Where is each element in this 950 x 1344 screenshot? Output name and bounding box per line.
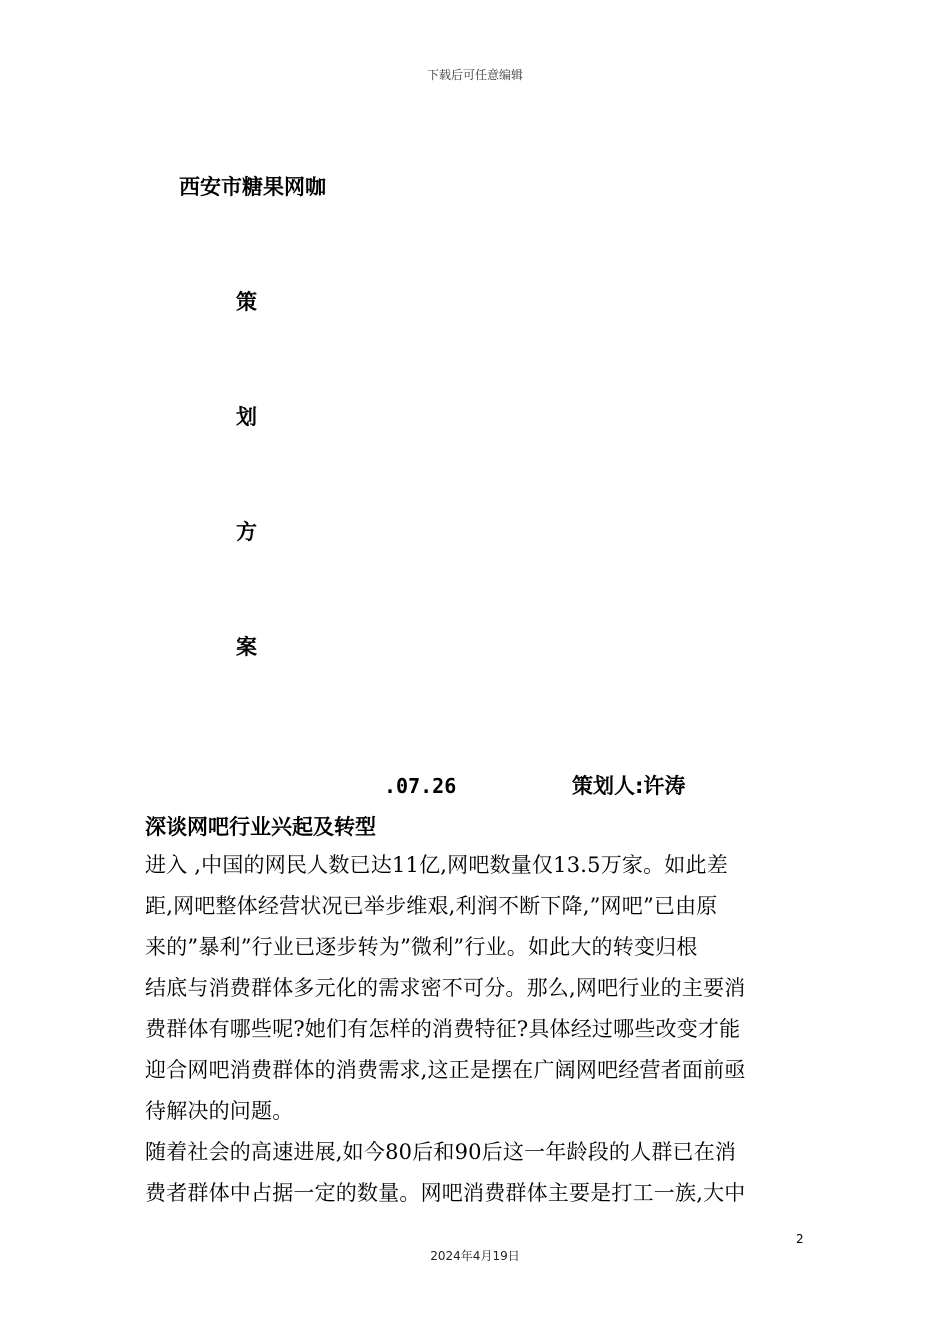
vertical-title-char: 划 [236, 405, 257, 429]
body-text-line: 费者群体中占据一定的数量。网吧消费群体主要是打工一族,大中 [145, 1181, 746, 1205]
body-text-line: 进入 ,中国的网民人数已达11亿,网吧数量仅13.5万家。如此差 [145, 853, 728, 877]
body-text-line: 待解决的问题。 [145, 1099, 294, 1123]
body-text-line: 来的”暴利”行业已逐步转为”微利”行业。如此大的转变归根 [145, 935, 698, 959]
body-text-line: 随着社会的高速进展,如今80后和90后这一年龄段的人群已在消 [145, 1140, 737, 1164]
page-header: 下载后可任意编辑 [426, 68, 523, 82]
cover-title: 西安市糖果网咖 [179, 175, 326, 199]
page-number: 2 [796, 1232, 804, 1246]
cover-date: .07.26 [384, 774, 457, 798]
vertical-title-char: 方 [236, 520, 257, 544]
body-text-line: 迎合网吧消费群体的消费需求,这正是摆在广阔网吧经营者面前亟 [145, 1058, 746, 1082]
cover-author: 策划人:许涛 [572, 774, 686, 798]
vertical-title-char: 案 [236, 635, 257, 659]
body-text-line: 距,网吧整体经营状况已举步维艰,利润不断下降,”网吧”已由原 [145, 894, 718, 918]
body-text-line: 费群体有哪些呢?她们有怎样的消费特征?具体经过哪些改变才能 [145, 1017, 741, 1041]
body-text-line: 结底与消费群体多元化的需求密不可分。那么,网吧行业的主要消 [145, 976, 746, 1000]
section-heading: 深谈网吧行业兴起及转型 [145, 815, 376, 839]
vertical-title-char: 策 [236, 290, 257, 314]
page-footer-date: 2024年4月19日 [430, 1249, 520, 1263]
